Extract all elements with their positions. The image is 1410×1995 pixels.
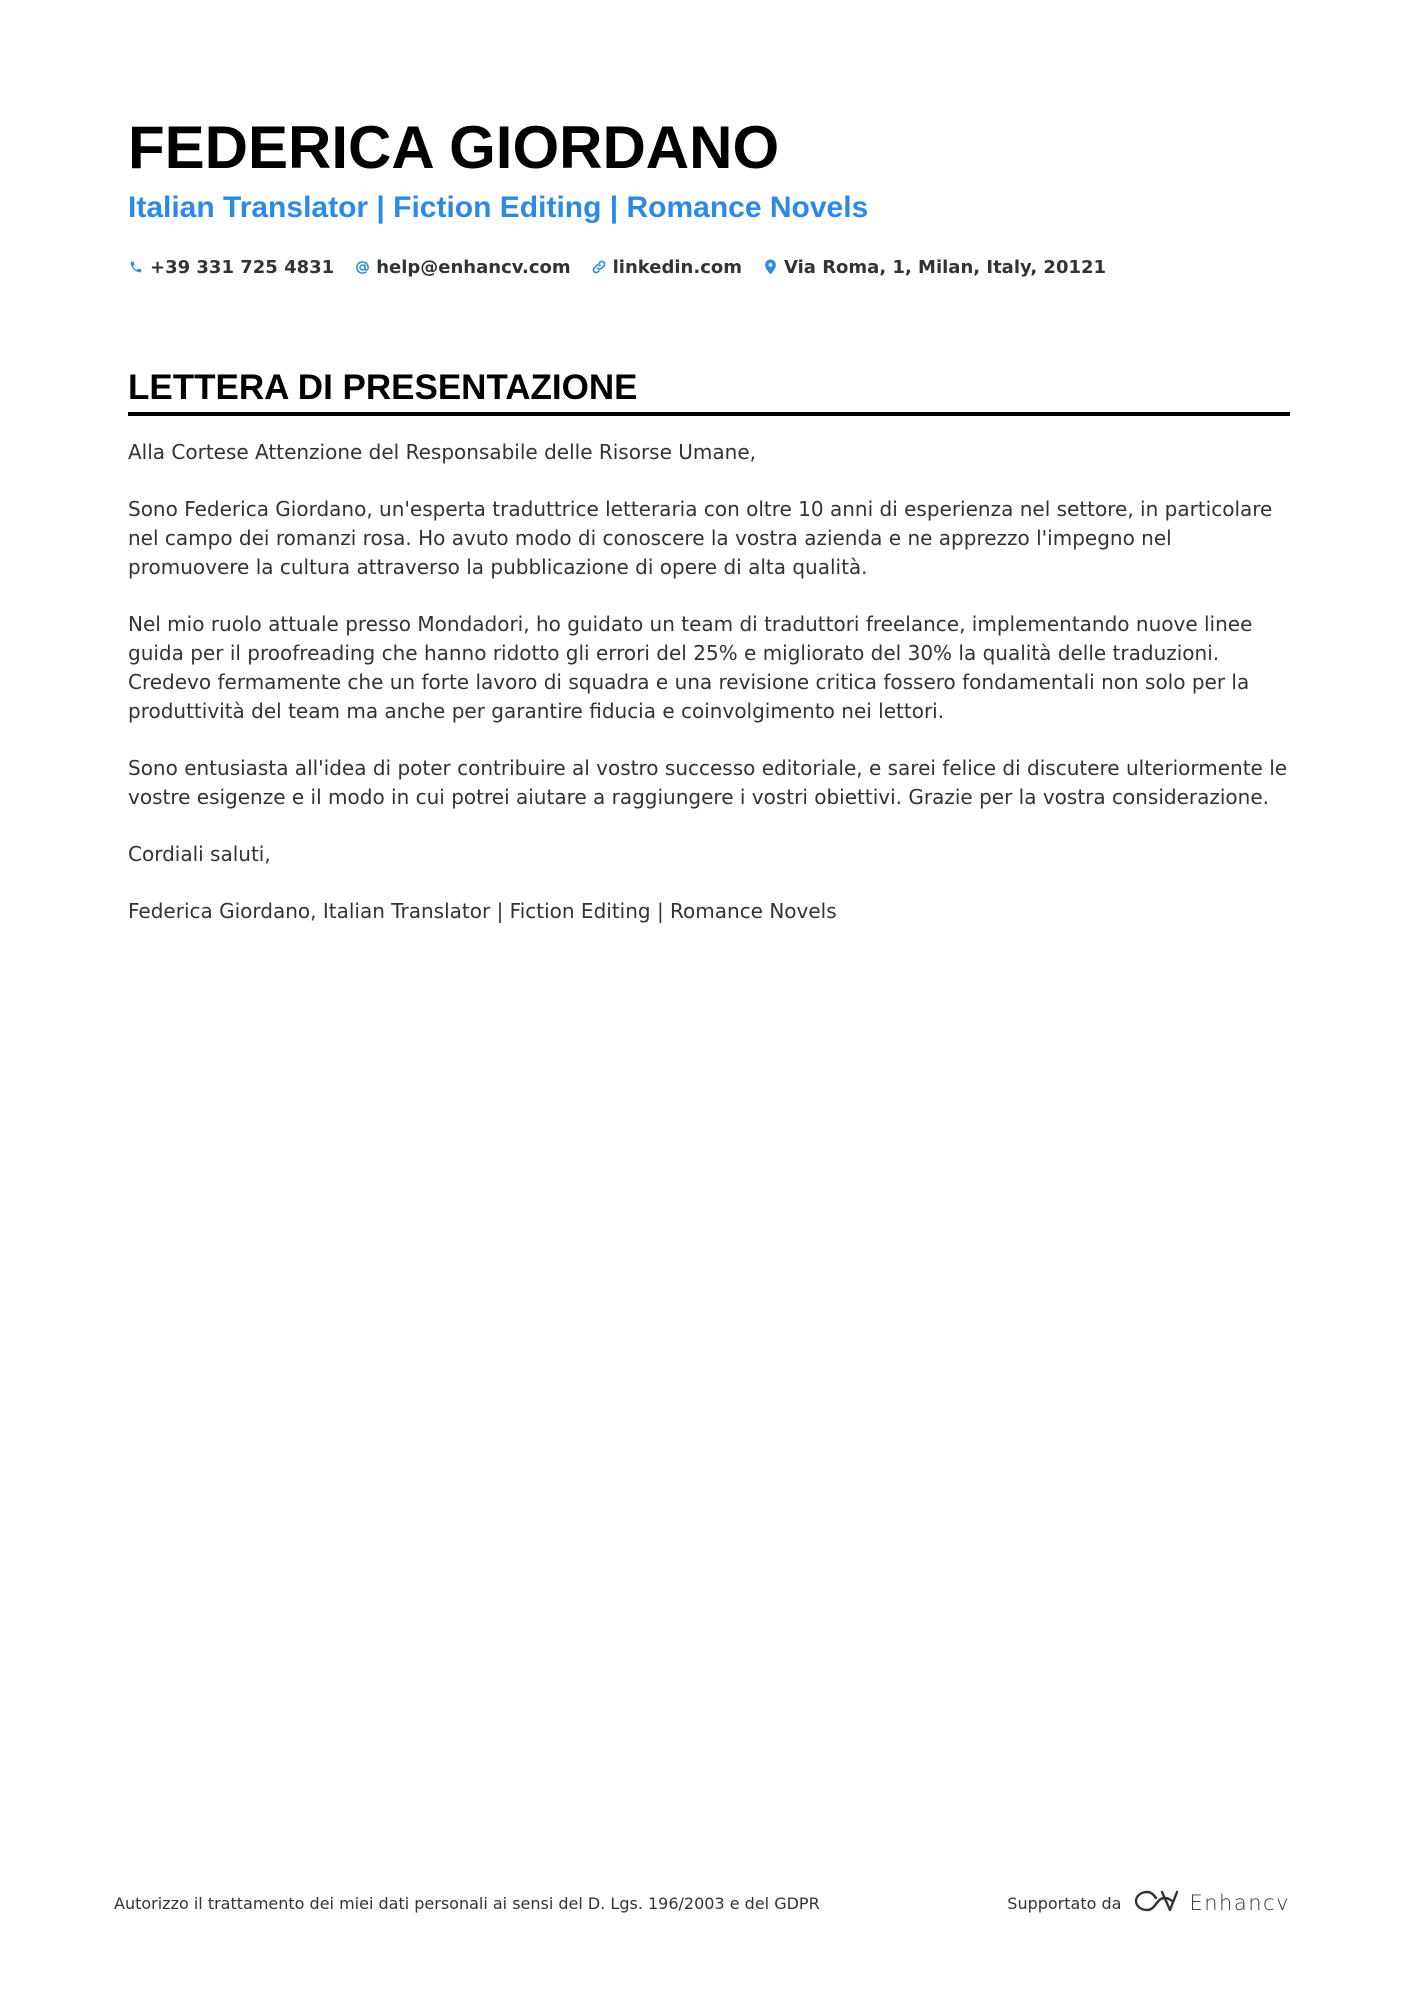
candidate-title: Italian Translator | Fiction Editing | Romance Novels bbox=[128, 191, 869, 224]
powered-by[interactable] bbox=[1007, 1888, 1290, 1918]
footer bbox=[114, 1886, 1290, 1920]
location-text: Via Roma, 1, Milan, Italy, 20121 bbox=[784, 256, 1107, 278]
closing: Cordiali saluti, bbox=[128, 842, 271, 866]
enhancv-logo-icon bbox=[1133, 1888, 1179, 1918]
paragraph-conclusion: Sono entusiasta all'idea di poter contribuire al vostro successo editoriale, e sarei felice di discutere ulteriormente le vostre esigenze e il modo in cui potrei aiutare a raggiungere i vostri obiettivi. Grazie per la vostra considerazione. bbox=[128, 756, 1288, 809]
paragraph-experience: Nel mio ruolo attuale presso Mondadori, ho guidato un team di traduttori freelance, implementando nuove linee guida per il proofreading che hanno ridotto gli errori del 25% e migliorato del 30% la qualità delle traduzioni. Credevo fermamente che un forte lavoro di squadra e una revisione critica fossero fondamentali non solo per la produttività del team ma anche per garantire fiducia e coinvolgimento nei lettori. bbox=[128, 612, 1253, 723]
contact-email[interactable] bbox=[354, 257, 570, 278]
candidate-name: FEDERICA GIORDANO bbox=[128, 114, 780, 181]
contact-linkedin[interactable] bbox=[591, 257, 742, 278]
section-title: LETTERA DI PRESENTAZIONE bbox=[128, 366, 1290, 416]
phone-icon bbox=[128, 258, 144, 276]
signature: Federica Giordano, Italian Translator | Fiction Editing | Romance Novels bbox=[128, 899, 837, 923]
cover-letter-page bbox=[128, 110, 1290, 954]
email-text: help@enhancv.com bbox=[376, 256, 571, 278]
salutation: Alla Cortese Attenzione del Responsabile delle Risorse Umane, bbox=[128, 440, 756, 464]
letter-body bbox=[128, 438, 1290, 926]
enhancv-brand: Enhancv bbox=[1189, 1891, 1290, 1915]
contact-phone[interactable] bbox=[128, 257, 334, 278]
map-pin-icon bbox=[762, 258, 778, 276]
linkedin-text: linkedin.com bbox=[612, 256, 742, 278]
paragraph-intro: Sono Federica Giordano, un'esperta traduttrice letteraria con oltre 10 anni di esperienza nel settore, in particolare nel campo dei romanzi rosa. Ho avuto modo di conoscere la vostra azienda e ne apprezzo l'impegno nel promuovere la cultura attraverso la pubblicazione di opere di alta qualità. bbox=[128, 497, 1273, 579]
at-icon bbox=[354, 258, 370, 276]
phone-text: +39 331 725 4831 bbox=[150, 256, 335, 278]
contact-bar bbox=[128, 252, 1290, 282]
contact-location bbox=[762, 257, 1106, 278]
privacy-consent: Autorizzo il trattamento dei miei dati personali ai sensi del D. Lgs. 196/2003 e del GDPR bbox=[114, 1893, 820, 1913]
supported-by-label: Supportato da bbox=[1007, 1893, 1122, 1913]
link-icon bbox=[591, 258, 607, 276]
